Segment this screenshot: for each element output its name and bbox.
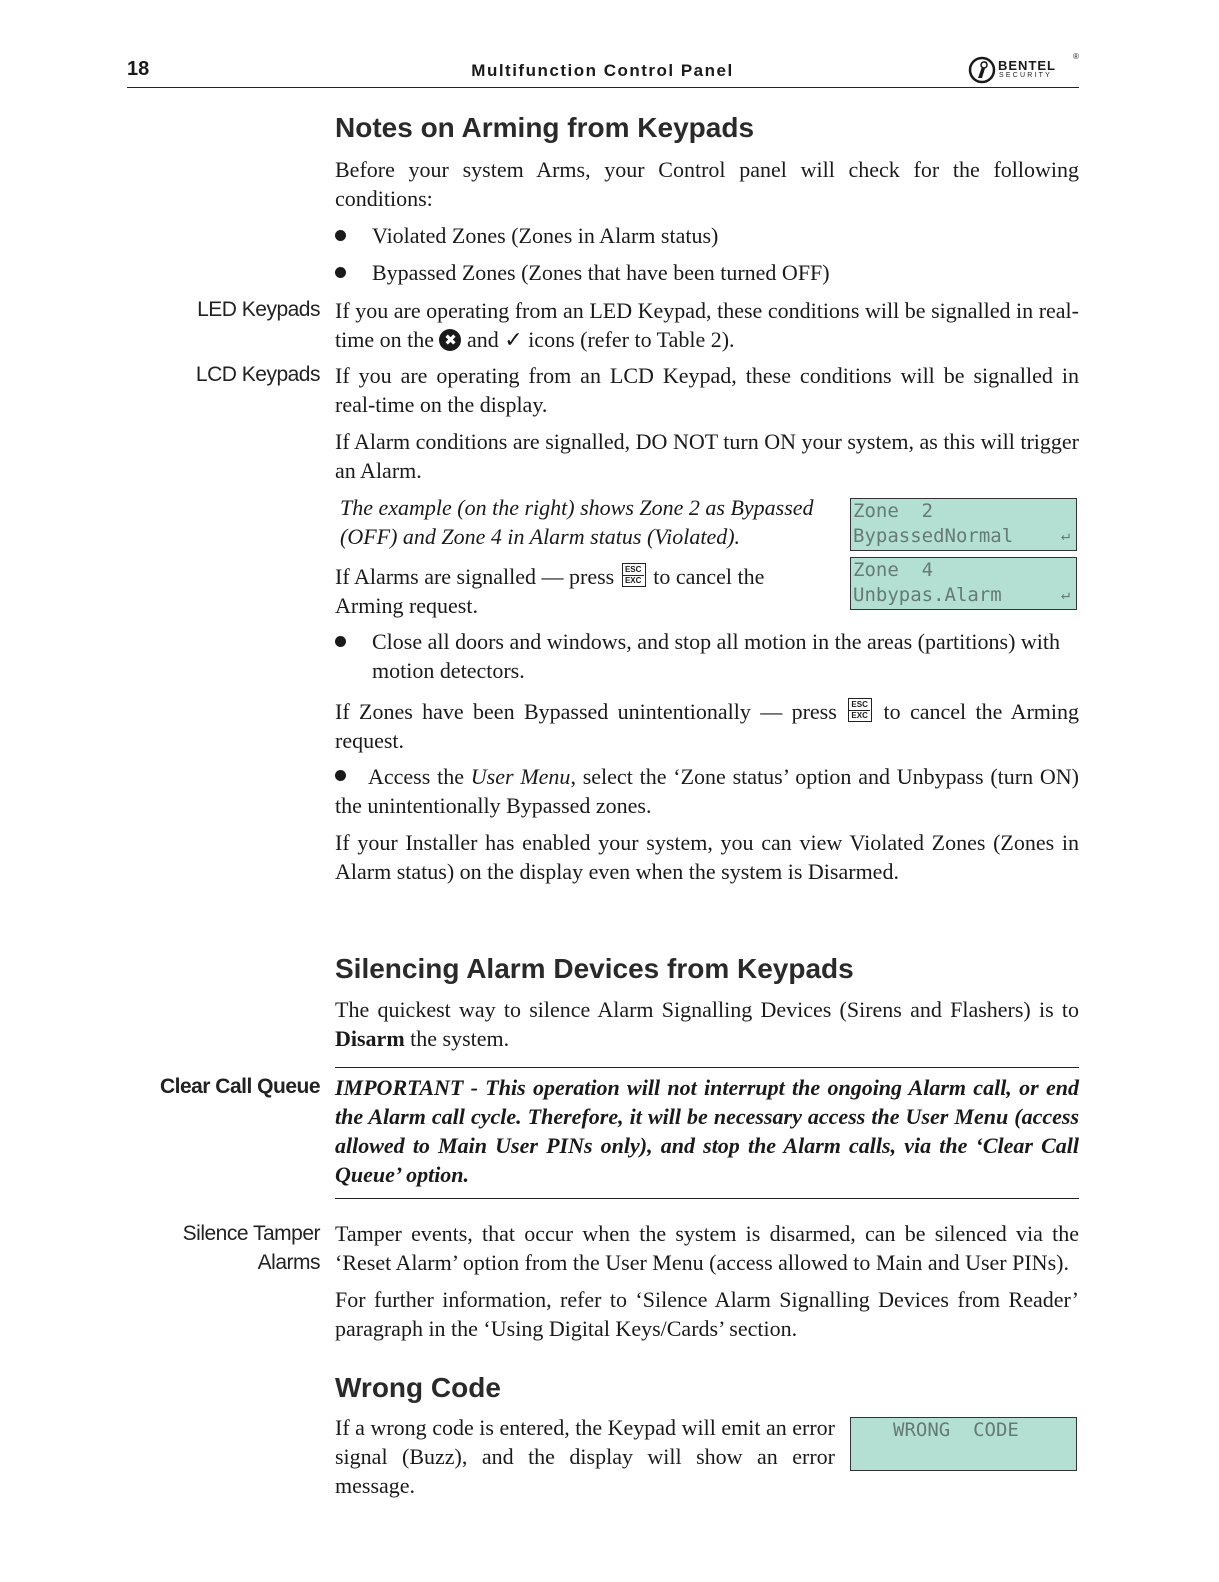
header-rule bbox=[127, 87, 1079, 88]
bullet-icon bbox=[335, 267, 346, 278]
access-user-menu-item: Access the User Menu, select the ‘Zone status’ option and Unbypass (turn ON) the unintentionally Bypassed zones. bbox=[335, 764, 1079, 818]
esc-key-icon: ESC EXC bbox=[848, 698, 872, 722]
bullet-icon bbox=[335, 770, 346, 781]
side-label-clear-call-queue: Clear Call Queue bbox=[159, 1075, 320, 1098]
lcd-display-wrong-code: WRONG CODE bbox=[850, 1417, 1077, 1471]
logo-registered-mark: ® bbox=[1073, 52, 1079, 61]
important-note: IMPORTANT - This operation will not interrupt the ongoing Alarm call, or end the Alarm call cycle. Therefore, it will be necessary access the User Menu (access allowed to Main User PINs only), and stop the Alarm calls, via the ‘Clear Call Queue’ option. bbox=[335, 1075, 1079, 1187]
x-circle-icon: ✖ bbox=[439, 329, 461, 351]
bentel-emblem-icon bbox=[968, 56, 996, 84]
wrong-code-paragraph: If a wrong code is entered, the Keypad will emit an error signal (Buzz), and the display will show an error message. bbox=[335, 1415, 835, 1498]
enter-icon: ↵ bbox=[1060, 585, 1070, 603]
enter-icon: ↵ bbox=[1060, 526, 1070, 544]
bullet-icon bbox=[335, 636, 346, 647]
page-number: 18 bbox=[127, 58, 150, 80]
cancel-paragraph: If Alarms are signalled — press ESC EXC to cancel the Arming request. bbox=[335, 564, 765, 618]
installer-paragraph: If your Installer has enabled your system, you can view Violated Zones (Zones in Alarm status) on the display even when the system is Disarmed. bbox=[335, 830, 1079, 884]
lcd-display-zone-2: Zone 2 BypassedNormal ↵ bbox=[850, 498, 1077, 551]
esc-key-icon: ESC EXC bbox=[622, 563, 646, 587]
example-paragraph: The example (on the right) shows Zone 2 as Bypassed (OFF) and Zone 4 in Alarm status (Violated). bbox=[340, 495, 814, 549]
logo-text: BENTEL bbox=[998, 58, 1056, 73]
heading-silencing-alarm-devices: Silencing Alarm Devices from Keypads bbox=[335, 953, 854, 984]
document-title: Multifunction Control Panel bbox=[471, 61, 734, 80]
lcd-paragraph: If you are operating from an LCD Keypad, these conditions will be signalled in real-time on the display. bbox=[335, 363, 1079, 417]
side-label-silence-tamper: Silence Tamper Alarms bbox=[182, 1222, 320, 1274]
alarm-warning-paragraph: If Alarm conditions are signalled, DO NOT turn ON your system, as this will trigger an Alarm. bbox=[335, 429, 1079, 483]
silencing-paragraph: The quickest way to silence Alarm Signalling Devices (Sirens and Flashers) is to Disarm the system. bbox=[335, 997, 1079, 1051]
side-label-lcd-keypads: LCD Keypads bbox=[195, 363, 320, 386]
logo-subtitle: SECURITY bbox=[999, 72, 1052, 79]
further-info-paragraph: For further information, refer to ‘Silence Alarm Signalling Devices from Reader’ paragraph in the ‘Using Digital Keys/Cards’ section. bbox=[335, 1287, 1079, 1341]
heading-wrong-code: Wrong Code bbox=[335, 1372, 501, 1403]
led-paragraph: If you are operating from an LED Keypad, these conditions will be signalled in real-time on the ✖ and ✓ icons (refer to Table 2). bbox=[335, 298, 1079, 353]
checkmark-icon: ✓ bbox=[504, 328, 523, 353]
important-top-rule bbox=[335, 1067, 1079, 1068]
bentel-logo bbox=[968, 52, 1080, 86]
side-label-led-keypads: LED Keypads bbox=[197, 298, 320, 321]
bullet-icon bbox=[335, 230, 346, 241]
intro-paragraph: Before your system Arms, your Control panel will check for the following conditions: bbox=[335, 157, 1079, 211]
important-bottom-rule bbox=[335, 1198, 1079, 1199]
lcd-display-zone-4: Zone 4 Unbypas.Alarm ↵ bbox=[850, 557, 1077, 610]
heading-notes-on-arming: Notes on Arming from Keypads bbox=[335, 112, 755, 143]
tamper-paragraph: Tamper events, that occur when the system is disarmed, can be silenced via the ‘Reset Alarm’ option from the User Menu (access allowed to Main and User PINs). bbox=[335, 1221, 1079, 1275]
bypass-paragraph: If Zones have been Bypassed unintentionally — press ESC EXC to cancel the Arming request. bbox=[335, 699, 1080, 753]
